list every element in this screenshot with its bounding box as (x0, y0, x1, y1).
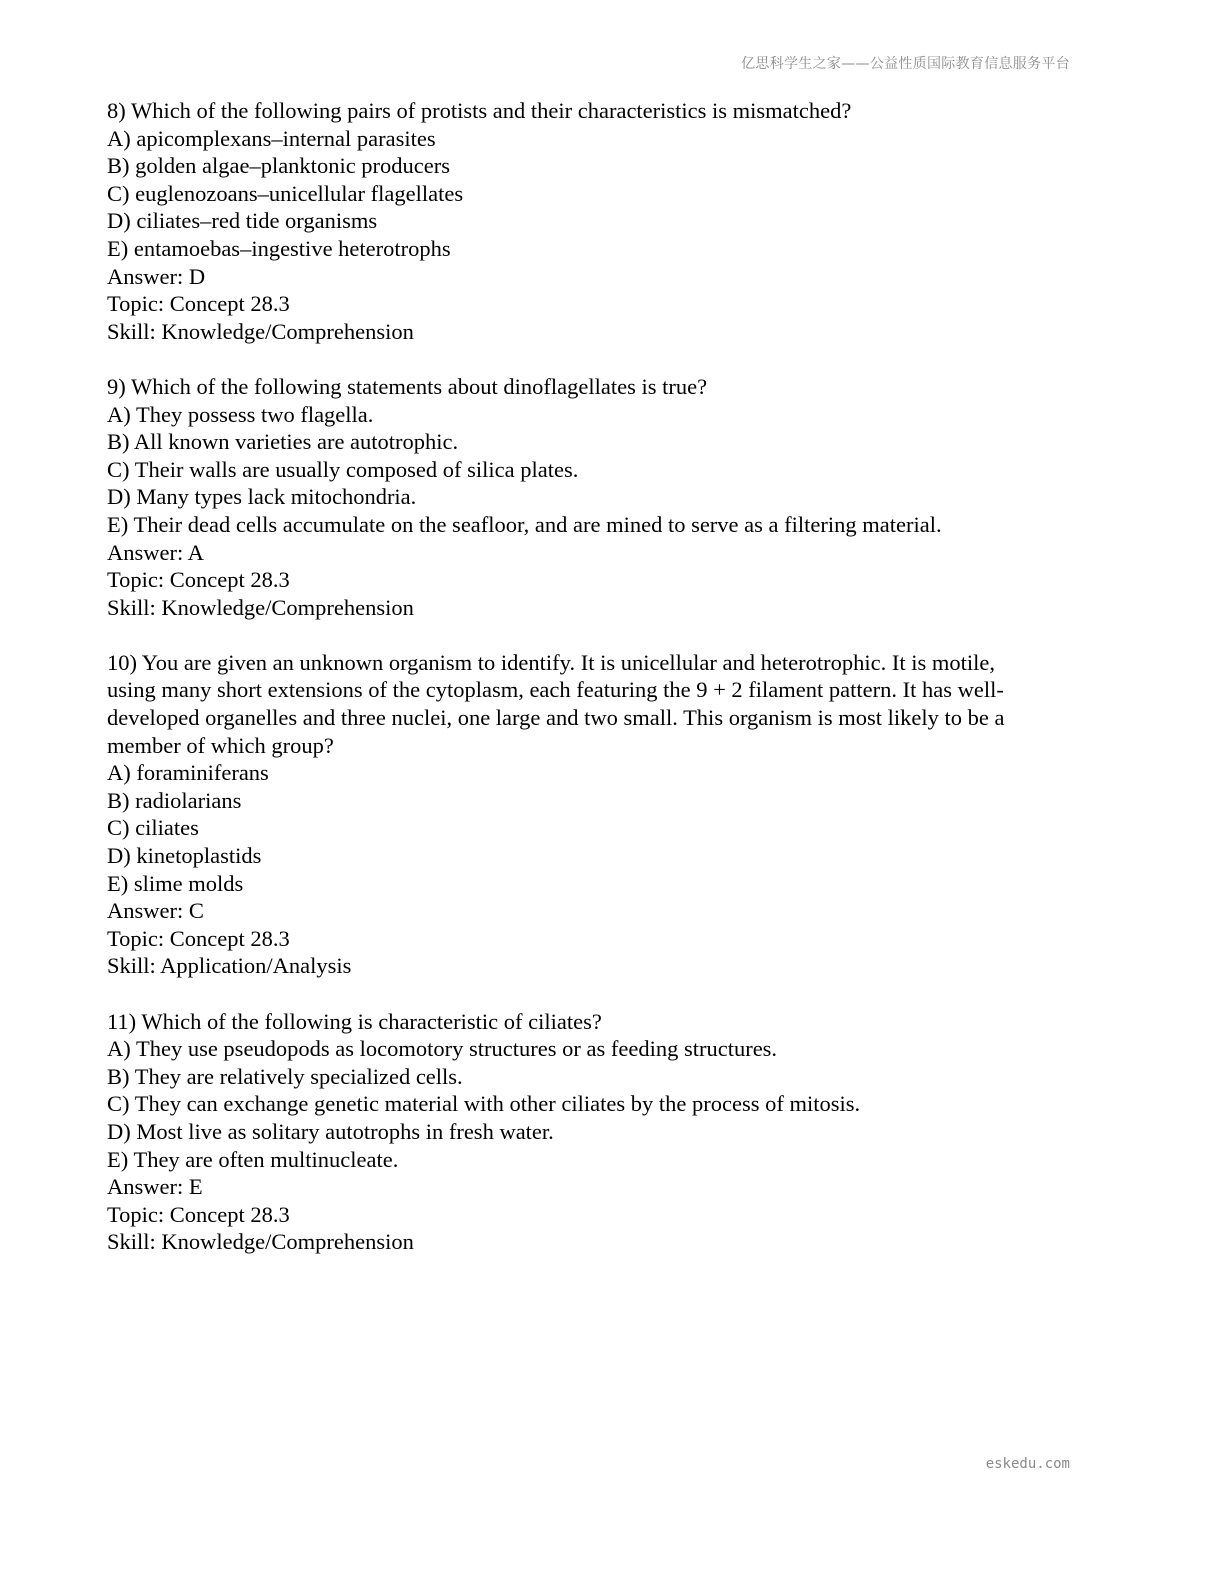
question-10 (107, 649, 1067, 980)
topic-line: Topic: Concept 28.3 (107, 291, 290, 317)
option-c: C) euglenozoans–unicellular flagellates (107, 180, 464, 206)
page-header-site-text: 亿思科学生之家——公益性质国际教育信息服务平台 (741, 56, 1070, 72)
question-stem: 9) Which of the following statements about dinoflagellates is true? (107, 373, 708, 399)
option-b: B) golden algae–planktonic producers (107, 153, 451, 179)
question-stem-line-3: developed organelles and three nuclei, one large and two small. This organism is most likely to be a (107, 705, 1005, 731)
option-d: D) Many types lack mitochondria. (107, 484, 417, 510)
topic-line: Topic: Concept 28.3 (107, 567, 290, 593)
topic-line: Topic: Concept 28.3 (107, 1201, 290, 1227)
question-8 (107, 97, 1067, 345)
answer-line: Answer: E (107, 1174, 203, 1200)
option-e: E) entamoebas–ingestive heterotrophs (107, 235, 451, 261)
option-a: A) They possess two flagella. (107, 401, 374, 427)
option-b: B) radiolarians (107, 787, 242, 813)
question-stem: 11) Which of the following is characteristic of ciliates? (107, 1008, 602, 1034)
option-c: C) They can exchange genetic material with other ciliates by the process of mitosis. (107, 1091, 861, 1117)
question-stem-line-2: using many short extensions of the cytoplasm, each featuring the 9 + 2 filament pattern. It has well- (107, 677, 1004, 703)
option-b: B) They are relatively specialized cells. (107, 1063, 463, 1089)
question-stem-line-4: member of which group? (107, 732, 334, 758)
question-11 (107, 1008, 1067, 1256)
topic-line: Topic: Concept 28.3 (107, 925, 290, 951)
option-a: A) They use pseudopods as locomotory structures or as feeding structures. (107, 1036, 778, 1062)
option-e: E) They are often multinucleate. (107, 1146, 399, 1172)
option-d: D) Most live as solitary autotrophs in fresh water. (107, 1118, 554, 1144)
option-e: E) slime molds (107, 870, 244, 896)
question-list (107, 97, 1067, 1256)
skill-line: Skill: Knowledge/Comprehension (107, 594, 414, 620)
question-stem-line-1: 10) You are given an unknown organism to identify. It is unicellular and heterotrophic. It is motile, (107, 649, 995, 675)
option-c: C) Their walls are usually composed of silica plates. (107, 456, 579, 482)
option-b: B) All known varieties are autotrophic. (107, 429, 459, 455)
skill-line: Skill: Knowledge/Comprehension (107, 318, 414, 344)
option-c: C) ciliates (107, 815, 199, 841)
answer-line: Answer: A (107, 539, 204, 565)
question-9 (107, 373, 1067, 621)
question-stem: 8) Which of the following pairs of protists and their characteristics is mismatched? (107, 98, 852, 123)
option-d: D) ciliates–red tide organisms (107, 208, 378, 234)
option-a: A) apicomplexans–internal parasites (107, 125, 436, 151)
option-a: A) foraminiferans (107, 760, 269, 786)
option-d: D) kinetoplastids (107, 843, 262, 869)
answer-line: Answer: D (107, 263, 206, 289)
skill-line: Skill: Knowledge/Comprehension (107, 1229, 414, 1255)
page-footer-site-url: eskedu.com (985, 1456, 1070, 1472)
option-e: E) Their dead cells accumulate on the seafloor, and are mined to serve as a filtering material. (107, 511, 942, 537)
answer-line: Answer: C (107, 898, 204, 924)
skill-line: Skill: Application/Analysis (107, 953, 352, 979)
